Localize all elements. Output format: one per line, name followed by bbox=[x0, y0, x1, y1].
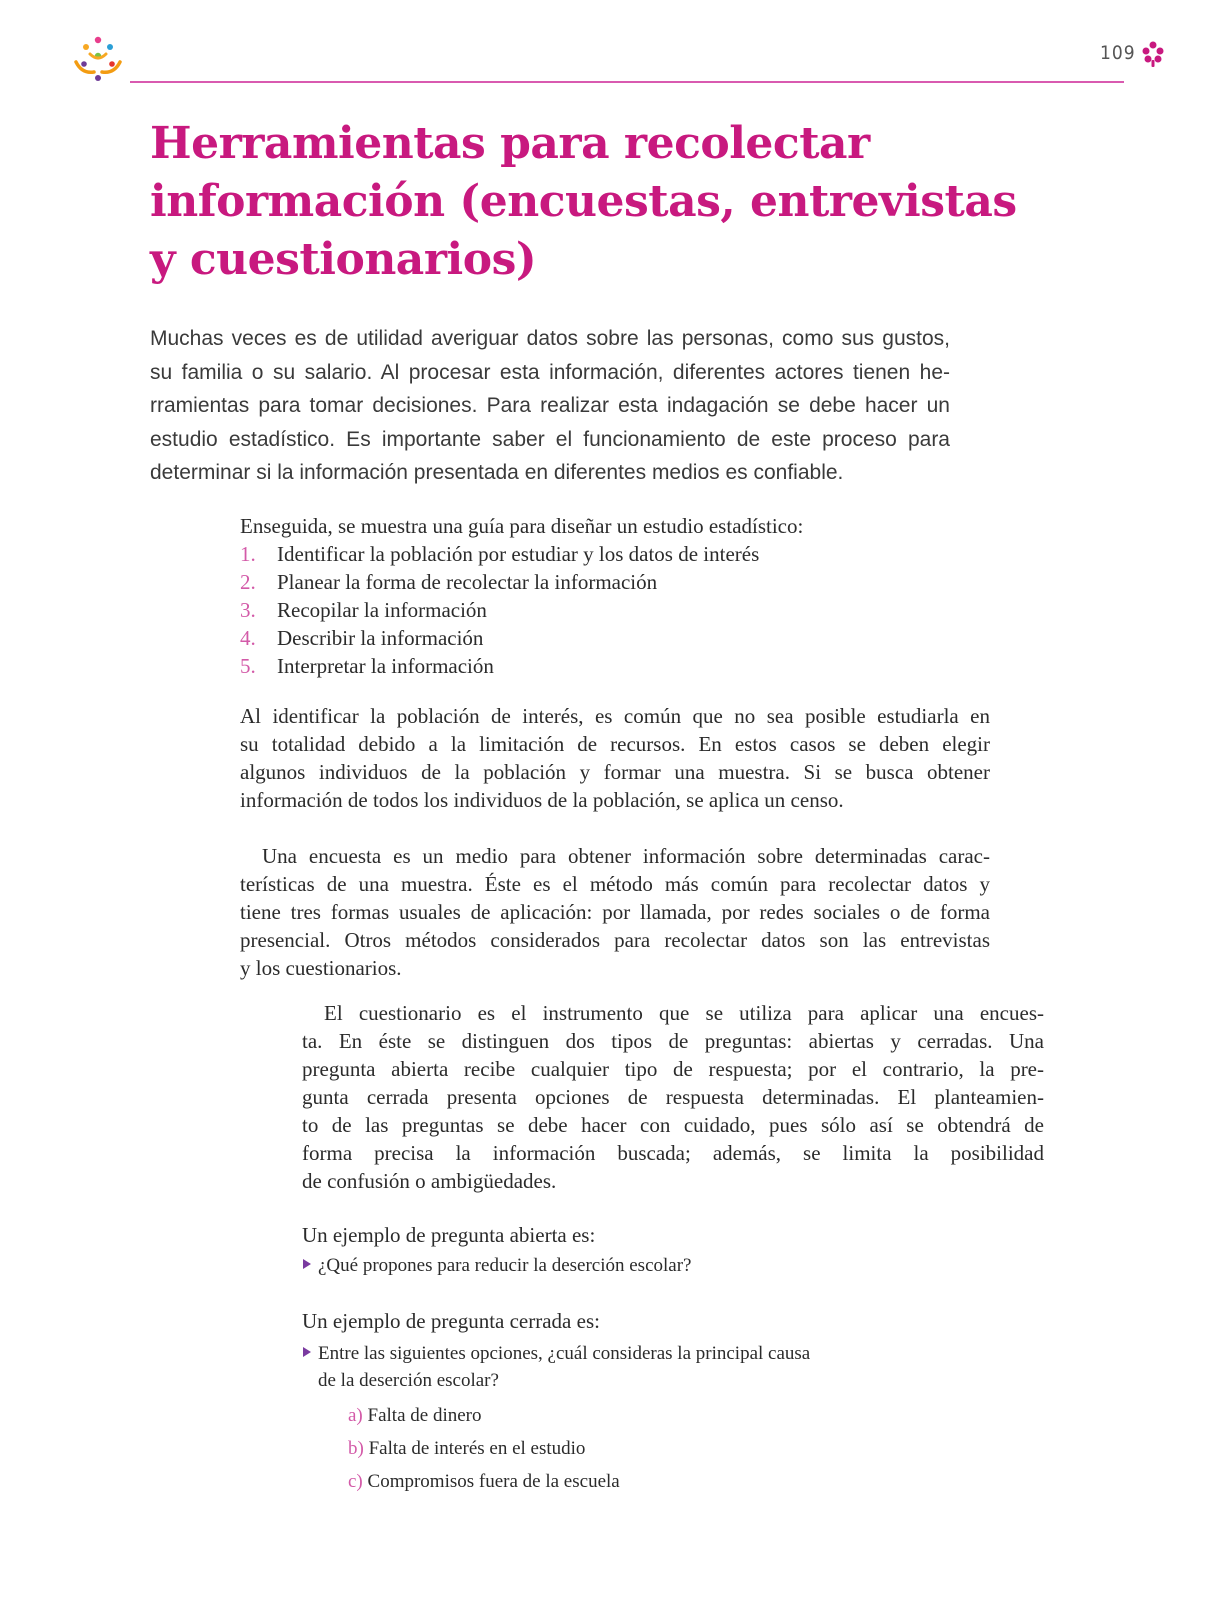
study-guide bbox=[240, 512, 1000, 680]
step-number: 2. bbox=[240, 570, 256, 594]
header-rule bbox=[130, 81, 1124, 83]
paragraph-line: Una encuesta es un medio para obtener información sobre determinadas carac- bbox=[262, 844, 990, 868]
option-letter: a) bbox=[348, 1405, 363, 1426]
population-paragraph bbox=[240, 702, 990, 814]
intro-line: determinar si la información presentada en diferentes medios es confiable. bbox=[150, 461, 844, 484]
paragraph-line: información de todos los individuos de la población, se aplica un censo. bbox=[240, 788, 844, 812]
option-text: Falta de dinero bbox=[367, 1405, 482, 1426]
flower-ornament-icon bbox=[1140, 40, 1166, 68]
open-question-text: ¿Qué propones para reducir la deserción escolar? bbox=[318, 1255, 692, 1276]
paragraph-line: presencial. Otros métodos considerados para recolectar datos son las entrevistas bbox=[240, 928, 990, 952]
list-item bbox=[240, 652, 1000, 680]
step-number: 3. bbox=[240, 598, 256, 622]
paragraph-line: ta. En éste se distinguen dos tipos de preguntas: abiertas y cerradas. Una bbox=[302, 1029, 1044, 1053]
paragraph-line: y los cuestionarios. bbox=[240, 956, 402, 980]
intro-line: Muchas veces es de utilidad averiguar datos sobre las personas, como sus gustos, bbox=[150, 327, 950, 350]
colorful-dots-logo-icon bbox=[72, 34, 124, 84]
intro-line: estudio estadístico. Es importante saber el funcionamiento de este proceso para bbox=[150, 427, 950, 451]
step-text: Interpretar la información bbox=[277, 654, 494, 678]
option-text: Compromisos fuera de la escuela bbox=[367, 1471, 620, 1492]
step-number: 5. bbox=[240, 654, 256, 678]
answer-options-list bbox=[348, 1399, 620, 1498]
triangle-bullet-icon bbox=[302, 1258, 312, 1270]
intro-paragraph bbox=[150, 322, 950, 490]
step-number: 1. bbox=[240, 542, 256, 566]
closed-question-text: Entre las siguientes opciones, ¿cuál consideras la principal causa bbox=[318, 1343, 811, 1364]
list-item bbox=[240, 540, 1000, 568]
paragraph-line: de confusión o ambigüedades. bbox=[302, 1169, 557, 1193]
list-item bbox=[348, 1399, 620, 1432]
option-letter: b) bbox=[348, 1438, 364, 1459]
option-letter: c) bbox=[348, 1471, 363, 1492]
step-text: Recopilar la información bbox=[277, 598, 487, 622]
guide-lead: Enseguida, se muestra una guía para diseñar un estudio estadístico: bbox=[240, 514, 804, 538]
list-item bbox=[348, 1432, 620, 1465]
paragraph-line: su totalidad debido a la limitación de recursos. En estos casos se deben elegir bbox=[240, 732, 990, 756]
title-line: información (encuestas, entrevistas bbox=[150, 176, 1017, 227]
title-line: y cuestionarios) bbox=[150, 234, 537, 285]
intro-line: rramientas para tomar decisiones. Para realizar esta indagación se debe hacer un bbox=[150, 394, 950, 417]
option-text: Falta de interés en el estudio bbox=[368, 1438, 586, 1459]
questionnaire-paragraph bbox=[302, 999, 1044, 1195]
list-item bbox=[240, 624, 1000, 652]
open-question-item bbox=[302, 1252, 691, 1280]
page-number: 109 bbox=[1100, 42, 1136, 64]
title-line: Herramientas para recolectar bbox=[150, 118, 870, 169]
closed-question-item bbox=[302, 1340, 810, 1394]
survey-paragraph bbox=[240, 842, 990, 982]
page-title bbox=[150, 115, 1050, 289]
paragraph-line: pregunta abierta recibe cualquier tipo de respuesta; por el contrario, la pre- bbox=[302, 1057, 1044, 1081]
paragraph-line: El cuestionario es el instrumento que se utiliza para aplicar una encues- bbox=[324, 1001, 1044, 1025]
step-text: Planear la forma de recolectar la información bbox=[277, 570, 658, 594]
intro-line: su familia o su salario. Al procesar esta información, diferentes actores tienen he- bbox=[150, 360, 950, 384]
closed-question-text: de la deserción escolar? bbox=[318, 1370, 499, 1391]
list-item bbox=[240, 596, 1000, 624]
open-question-label: Un ejemplo de pregunta abierta es: bbox=[302, 1223, 596, 1247]
closed-question-label: Un ejemplo de pregunta cerrada es: bbox=[302, 1309, 600, 1333]
step-text: Identificar la población por estudiar y los datos de interés bbox=[277, 542, 760, 566]
paragraph-line: Al identificar la población de interés, es común que no sea posible estudiarla en bbox=[240, 704, 990, 728]
paragraph-line: tiene tres formas usuales de aplicación: por llamada, por redes sociales o de forma bbox=[240, 900, 990, 924]
paragraph-line: forma precisa la información buscada; además, se limita la posibilidad bbox=[302, 1141, 1044, 1165]
guide-steps-list bbox=[240, 540, 1000, 680]
list-item bbox=[240, 568, 1000, 596]
paragraph-line: algunos individuos de la población y formar una muestra. Si se busca obtener bbox=[240, 760, 990, 784]
paragraph-line: gunta cerrada presenta opciones de respuesta determinadas. El planteamien- bbox=[302, 1085, 1044, 1109]
paragraph-line: to de las preguntas se debe hacer con cuidado, pues sólo así se obtendrá de bbox=[302, 1113, 1044, 1137]
step-text: Describir la información bbox=[277, 626, 484, 650]
list-item bbox=[348, 1465, 620, 1498]
paragraph-line: terísticas de una muestra. Éste es el método más común para recolectar datos y bbox=[240, 872, 990, 896]
triangle-bullet-icon bbox=[302, 1346, 312, 1358]
step-number: 4. bbox=[240, 626, 256, 650]
